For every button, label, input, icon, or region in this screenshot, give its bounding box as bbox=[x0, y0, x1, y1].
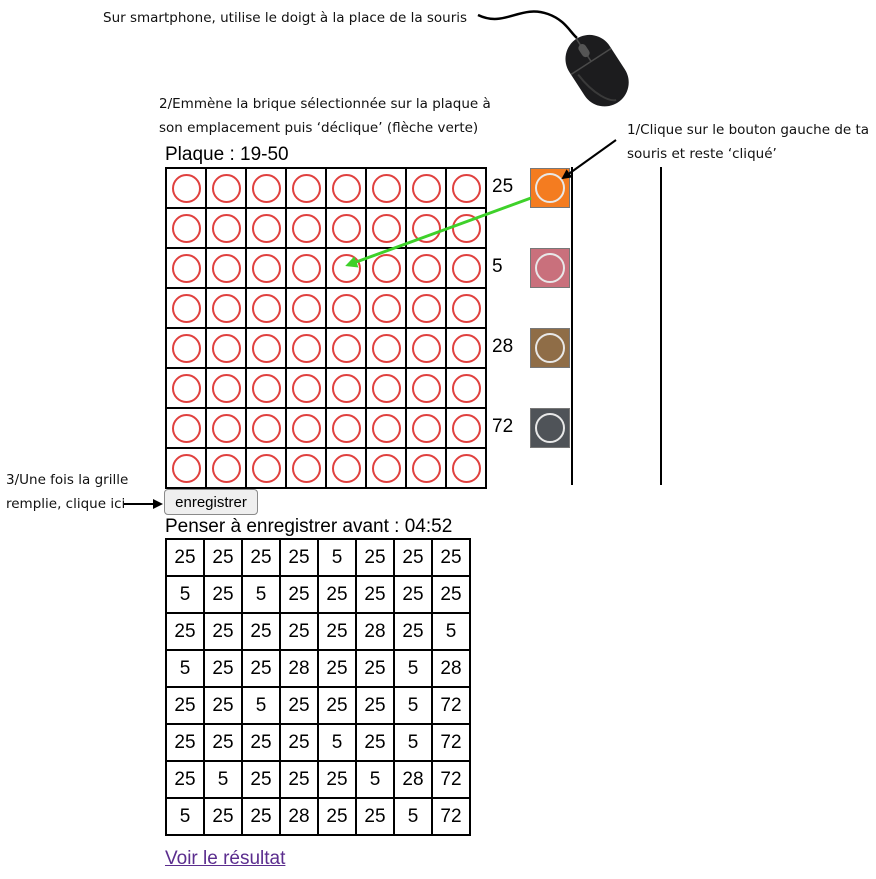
result-cell: 28 bbox=[395, 762, 433, 799]
arrow-icon bbox=[563, 140, 616, 178]
instruction-drag-line2: son emplacement puis ‘déclique’ (flèche verte) bbox=[159, 120, 479, 136]
result-cell: 25 bbox=[357, 651, 395, 688]
result-cell: 25 bbox=[357, 725, 395, 762]
result-cell: 5 bbox=[205, 762, 243, 799]
result-cell: 25 bbox=[205, 577, 243, 614]
result-cell: 5 bbox=[243, 577, 281, 614]
result-cell: 5 bbox=[243, 688, 281, 725]
brick-quantity: 25 bbox=[492, 176, 514, 197]
result-cell: 25 bbox=[281, 688, 319, 725]
result-cell: 5 bbox=[167, 799, 205, 836]
instruction-save-line2: remplie, clique ici bbox=[6, 496, 126, 512]
result-cell: 25 bbox=[319, 762, 357, 799]
result-cell: 5 bbox=[167, 577, 205, 614]
result-cell: 25 bbox=[243, 614, 281, 651]
result-cell: 25 bbox=[205, 799, 243, 836]
result-cell: 25 bbox=[205, 688, 243, 725]
result-cell: 5 bbox=[319, 725, 357, 762]
result-cell: 5 bbox=[395, 725, 433, 762]
result-cell: 25 bbox=[243, 799, 281, 836]
result-cell: 25 bbox=[319, 614, 357, 651]
result-cell: 25 bbox=[357, 540, 395, 577]
instruction-click-line1: 1/Clique sur le bouton gauche de ta bbox=[627, 122, 870, 138]
result-cell: 5 bbox=[433, 614, 471, 651]
result-cell: 25 bbox=[167, 688, 205, 725]
drag-arrow-icon bbox=[348, 198, 531, 265]
result-cell: 25 bbox=[395, 540, 433, 577]
result-cell: 5 bbox=[167, 651, 205, 688]
result-cell: 25 bbox=[243, 725, 281, 762]
view-result-link[interactable]: Voir le résultat bbox=[165, 848, 286, 869]
result-cell: 25 bbox=[395, 614, 433, 651]
result-cell: 25 bbox=[167, 614, 205, 651]
result-cell: 25 bbox=[395, 577, 433, 614]
result-cell: 25 bbox=[243, 540, 281, 577]
result-cell: 25 bbox=[205, 725, 243, 762]
result-cell: 25 bbox=[319, 577, 357, 614]
result-cell: 25 bbox=[281, 614, 319, 651]
result-cell: 25 bbox=[433, 577, 471, 614]
result-cell: 25 bbox=[433, 540, 471, 577]
result-cell: 25 bbox=[319, 651, 357, 688]
result-cell: 25 bbox=[281, 762, 319, 799]
computer-mouse-icon bbox=[478, 11, 638, 115]
result-cell: 28 bbox=[281, 799, 319, 836]
instruction-click-line2: souris et reste ‘cliqué’ bbox=[627, 146, 777, 162]
result-cell: 72 bbox=[433, 725, 471, 762]
result-cell: 5 bbox=[357, 762, 395, 799]
result-cell: 25 bbox=[357, 688, 395, 725]
save-timer-label: Penser à enregistrer avant : 04:52 bbox=[165, 516, 453, 537]
result-cell: 72 bbox=[433, 762, 471, 799]
result-cell: 25 bbox=[281, 725, 319, 762]
result-cell: 25 bbox=[167, 725, 205, 762]
result-cell: 28 bbox=[281, 651, 319, 688]
result-cell: 5 bbox=[319, 540, 357, 577]
result-cell: 5 bbox=[395, 799, 433, 836]
result-cell: 25 bbox=[357, 577, 395, 614]
result-cell: 25 bbox=[243, 762, 281, 799]
result-cell: 25 bbox=[167, 762, 205, 799]
result-cell: 25 bbox=[281, 577, 319, 614]
result-cell: 25 bbox=[281, 540, 319, 577]
brick-quantity: 5 bbox=[492, 256, 503, 277]
result-cell: 72 bbox=[433, 688, 471, 725]
brick-quantity: 28 bbox=[492, 336, 514, 357]
save-button[interactable]: enregistrer bbox=[164, 489, 258, 515]
result-cell: 28 bbox=[433, 651, 471, 688]
result-cell: 25 bbox=[205, 540, 243, 577]
result-cell: 25 bbox=[243, 651, 281, 688]
instruction-save-line1: 3/Une fois la grille bbox=[6, 472, 129, 488]
result-cell: 25 bbox=[167, 540, 205, 577]
instruction-drag-line1: 2/Emmène la brique sélectionnée sur la plaque à bbox=[159, 96, 491, 112]
result-cell: 72 bbox=[433, 799, 471, 836]
result-cell: 25 bbox=[357, 799, 395, 836]
plaque-title: Plaque : 19-50 bbox=[165, 144, 289, 165]
brick-quantity: 72 bbox=[492, 416, 514, 437]
result-cell: 25 bbox=[319, 688, 357, 725]
result-cell: 5 bbox=[395, 688, 433, 725]
result-cell: 25 bbox=[205, 614, 243, 651]
result-cell: 28 bbox=[357, 614, 395, 651]
result-cell: 25 bbox=[205, 651, 243, 688]
instruction-smartphone: Sur smartphone, utilise le doigt à la place de la souris bbox=[103, 10, 468, 26]
result-cell: 25 bbox=[319, 799, 357, 836]
result-cell: 5 bbox=[395, 651, 433, 688]
